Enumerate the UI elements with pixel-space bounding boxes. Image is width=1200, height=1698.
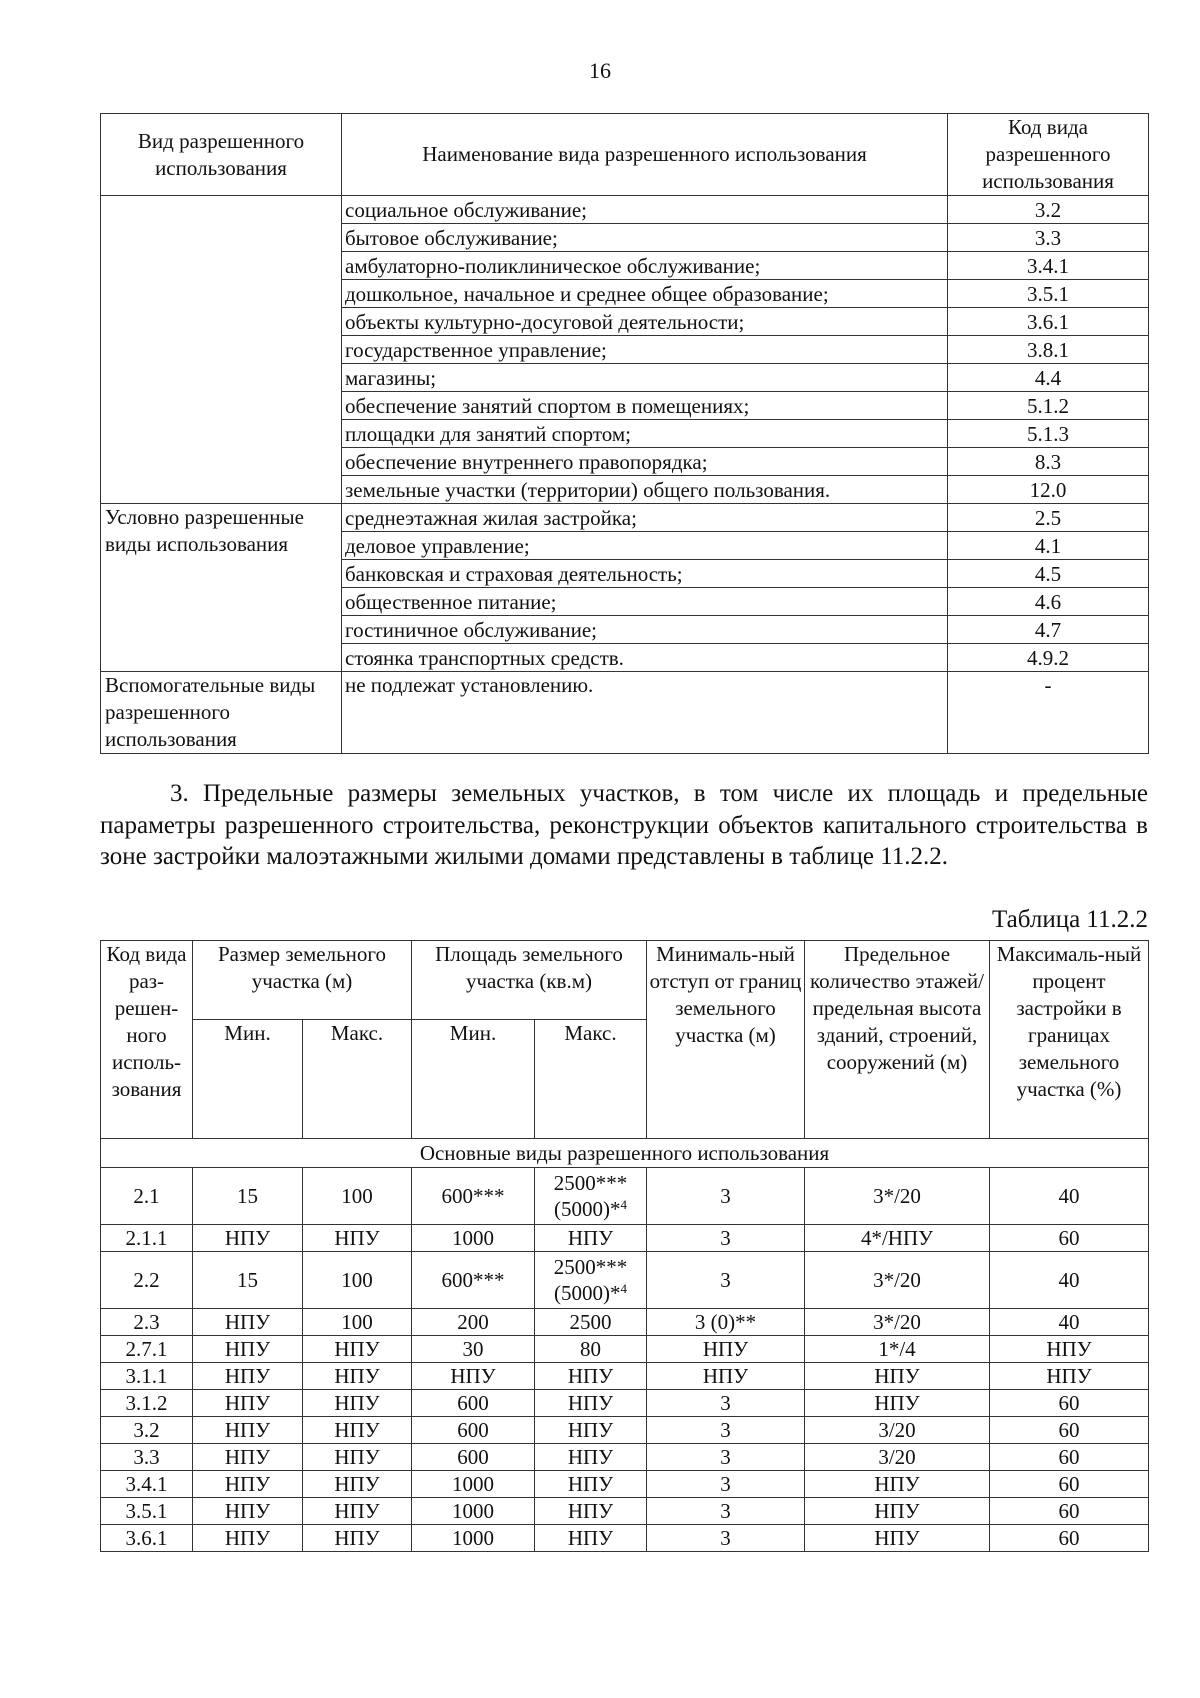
header-setback: Минималь-ный отступ от границ земельного участка (м) [647, 941, 805, 1139]
cell-floors: НПУ [805, 1525, 990, 1552]
use-code-cell: - [948, 672, 1149, 754]
paragraph-3: 3. Предельные размеры земельных участков, в том числе их площадь и предельные параметры разрешенного строительства, реконструкции объектов капитального строительства в зоне застройки малоэтажными жилыми домами представлены в таблице 11.2.2. [100, 780, 1148, 870]
group-cell-auxiliary: Вспомогательные виды разрешенного использования [101, 672, 342, 754]
cell-coverage: 40 [990, 1168, 1149, 1225]
use-name-cell: банковская и страховая деятельность; [342, 560, 948, 588]
use-name-cell: обеспечение занятий спортом в помещениях; [342, 392, 948, 420]
header-area-min: Мин. [412, 1020, 535, 1139]
header-coverage: Максималь-ный процент застройки в границах земельного участка (%) [990, 941, 1149, 1139]
cell-size-min: НПУ [193, 1336, 303, 1363]
footnote-marker: 4 [620, 1197, 627, 1212]
use-name-cell: бытовое обслуживание; [342, 224, 948, 252]
cell-area-max [535, 1390, 647, 1417]
cell-setback: 3 [647, 1444, 805, 1471]
area-max-line: 2500*** [553, 1255, 628, 1279]
use-code-cell: 4.6 [948, 588, 1149, 616]
cell-coverage: 60 [990, 1525, 1149, 1552]
use-code-cell: 3.2 [948, 196, 1149, 224]
cell-area-min: 600 [412, 1444, 535, 1471]
use-code-cell: 12.0 [948, 476, 1149, 504]
area-max-line: НПУ [567, 1226, 614, 1250]
use-code-cell: 4.1 [948, 532, 1149, 560]
area-max-line: 2500 [569, 1310, 612, 1334]
cell-coverage: 60 [990, 1498, 1149, 1525]
table-row [101, 1309, 1149, 1336]
cell-setback: 3 [647, 1168, 805, 1225]
cell-floors: 3/20 [805, 1444, 990, 1471]
use-name-cell: объекты культурно-досуговой деятельности; [342, 308, 948, 336]
cell-floors: НПУ [805, 1363, 990, 1390]
cell-area-max [535, 1471, 647, 1498]
cell-area-min: 600 [412, 1417, 535, 1444]
section-row [101, 1139, 1149, 1168]
table-row [101, 1444, 1149, 1471]
cell-size-min: НПУ [193, 1309, 303, 1336]
cell-area-max [535, 1363, 647, 1390]
header-size: Размер земельного участка (м) [193, 941, 412, 1020]
cell-size-max: НПУ [303, 1417, 412, 1444]
cell-area-min: 600*** [412, 1168, 535, 1225]
cell-setback: 3 [647, 1390, 805, 1417]
use-name-cell: деловое управление; [342, 532, 948, 560]
cell-size-min: НПУ [193, 1498, 303, 1525]
table-row [101, 1336, 1149, 1363]
header-area: Площадь земельного участка (кв.м) [412, 941, 647, 1020]
use-code-cell: 5.1.2 [948, 392, 1149, 420]
cell-setback: 3 [647, 1525, 805, 1552]
cell-area-max [535, 1225, 647, 1252]
cell-size-min: 15 [193, 1252, 303, 1309]
group-cell-conditional: Условно разрешенные виды использования [101, 504, 342, 672]
cell-size-min: НПУ [193, 1390, 303, 1417]
use-code-cell: 3.4.1 [948, 252, 1149, 280]
header-use-code: Код вида разрешенного использования [948, 114, 1149, 196]
use-name-cell: среднеэтажная жилая застройка; [342, 504, 948, 532]
cell-size-min: НПУ [193, 1444, 303, 1471]
use-name-cell: гостиничное обслуживание; [342, 616, 948, 644]
cell-area-max [535, 1309, 647, 1336]
cell-area-max [535, 1498, 647, 1525]
area-max-line: НПУ [567, 1391, 614, 1415]
area-max-line: НПУ [567, 1499, 614, 1523]
area-max-line-alt [535, 1280, 646, 1306]
table-row [101, 1168, 1149, 1225]
table-header-row [101, 941, 1149, 1020]
cell-size-max: НПУ [303, 1498, 412, 1525]
cell-area-max [535, 1444, 647, 1471]
use-name-cell: земельные участки (территории) общего пользования. [342, 476, 948, 504]
cell-area-max [535, 1525, 647, 1552]
cell-coverage: НПУ [990, 1336, 1149, 1363]
use-name-cell: общественное питание; [342, 588, 948, 616]
cell-code: 2.3 [101, 1309, 193, 1336]
header-area-max: Макс. [535, 1020, 647, 1139]
cell-size-min: НПУ [193, 1225, 303, 1252]
table-row [101, 672, 1149, 754]
cell-size-min: НПУ [193, 1363, 303, 1390]
header-use-type: Вид разрешенного использования [101, 114, 342, 196]
use-code-cell: 3.3 [948, 224, 1149, 252]
use-name-cell: не подлежат установлению. [342, 672, 948, 754]
table-row [101, 1252, 1149, 1309]
cell-setback: 3 [647, 1417, 805, 1444]
header-size-max: Макс. [303, 1020, 412, 1139]
use-code-cell: 4.7 [948, 616, 1149, 644]
cell-code: 3.6.1 [101, 1525, 193, 1552]
area-max-line: НПУ [567, 1472, 614, 1496]
use-code-cell: 5.1.3 [948, 420, 1149, 448]
cell-floors: 3*/20 [805, 1168, 990, 1225]
cell-size-min: НПУ [193, 1525, 303, 1552]
header-code: Код вида раз-решен-ного исполь-зования [101, 941, 193, 1139]
cell-coverage: 60 [990, 1417, 1149, 1444]
cell-setback: 3 [647, 1498, 805, 1525]
cell-size-min: НПУ [193, 1471, 303, 1498]
cell-setback: 3 [647, 1471, 805, 1498]
cell-size-max: НПУ [303, 1363, 412, 1390]
cell-area-min: 1000 [412, 1225, 535, 1252]
cell-floors: 3*/20 [805, 1252, 990, 1309]
use-name-cell: стоянка транспортных средств. [342, 644, 948, 672]
cell-area-min: 1000 [412, 1525, 535, 1552]
footnote-marker: 4 [620, 1281, 627, 1296]
table-row [101, 1390, 1149, 1417]
cell-floors: 4*/НПУ [805, 1225, 990, 1252]
cell-setback: 3 [647, 1252, 805, 1309]
cell-area-min: 1000 [412, 1498, 535, 1525]
use-code-cell: 3.6.1 [948, 308, 1149, 336]
cell-size-max: НПУ [303, 1336, 412, 1363]
cell-code: 3.4.1 [101, 1471, 193, 1498]
area-max-alt-value: (5000)* [554, 1281, 621, 1305]
cell-coverage: 60 [990, 1390, 1149, 1417]
use-code-cell: 4.9.2 [948, 644, 1149, 672]
use-name-cell: государственное управление; [342, 336, 948, 364]
cell-size-max: НПУ [303, 1525, 412, 1552]
cell-area-min: 30 [412, 1336, 535, 1363]
cell-code: 2.1 [101, 1168, 193, 1225]
cell-size-max: НПУ [303, 1390, 412, 1417]
cell-setback: НПУ [647, 1363, 805, 1390]
area-max-line: 80 [580, 1337, 601, 1361]
cell-floors: 3/20 [805, 1417, 990, 1444]
use-name-cell: обеспечение внутреннего правопорядка; [342, 448, 948, 476]
use-code-cell: 4.4 [948, 364, 1149, 392]
cell-coverage: 60 [990, 1225, 1149, 1252]
cell-coverage: 40 [990, 1252, 1149, 1309]
use-code-cell: 3.8.1 [948, 336, 1149, 364]
cell-area-min: НПУ [412, 1363, 535, 1390]
cell-size-max: НПУ [303, 1444, 412, 1471]
cell-code: 2.7.1 [101, 1336, 193, 1363]
table-row [101, 1471, 1149, 1498]
use-name-cell: амбулаторно-поликлиническое обслуживание; [342, 252, 948, 280]
cell-size-max: 100 [303, 1168, 412, 1225]
cell-floors: НПУ [805, 1498, 990, 1525]
cell-floors: 3*/20 [805, 1309, 990, 1336]
cell-code: 3.2 [101, 1417, 193, 1444]
use-name-cell: дошкольное, начальное и среднее общее образование; [342, 280, 948, 308]
cell-code: 3.5.1 [101, 1498, 193, 1525]
area-max-line: НПУ [567, 1445, 614, 1469]
cell-floors: НПУ [805, 1471, 990, 1498]
table-row [101, 196, 1149, 224]
cell-area-min: 600*** [412, 1252, 535, 1309]
group-cell-basic [101, 196, 342, 504]
cell-size-max: 100 [303, 1252, 412, 1309]
cell-coverage: 60 [990, 1471, 1149, 1498]
header-floors: Предельное количество этажей/ предельная высота зданий, строений, сооружений (м) [805, 941, 990, 1139]
cell-area-max [535, 1417, 647, 1444]
area-max-line: НПУ [567, 1364, 614, 1388]
area-max-line: НПУ [567, 1526, 614, 1550]
area-max-alt-value: (5000)* [554, 1197, 621, 1221]
use-name-cell: социальное обслуживание; [342, 196, 948, 224]
section-label: Основные виды разрешенного использования [101, 1139, 1149, 1168]
header-size-min: Мин. [193, 1020, 303, 1139]
parameters-table [100, 940, 1149, 1552]
cell-code: 3.1.2 [101, 1390, 193, 1417]
cell-setback: НПУ [647, 1336, 805, 1363]
permitted-use-table [100, 113, 1149, 754]
cell-size-max: НПУ [303, 1225, 412, 1252]
table-caption: Таблица 11.2.2 [992, 906, 1148, 933]
cell-setback: 3 (0)** [647, 1309, 805, 1336]
use-code-cell: 8.3 [948, 448, 1149, 476]
cell-coverage: НПУ [990, 1363, 1149, 1390]
cell-code: 3.1.1 [101, 1363, 193, 1390]
table-row [101, 504, 1149, 532]
header-use-name: Наименование вида разрешенного использования [342, 114, 948, 196]
cell-area-max [535, 1336, 647, 1363]
page-number: 16 [589, 58, 611, 83]
use-code-cell: 2.5 [948, 504, 1149, 532]
area-max-line: 2500*** [553, 1171, 628, 1195]
cell-size-min: НПУ [193, 1417, 303, 1444]
table-row [101, 1225, 1149, 1252]
cell-floors: 1*/4 [805, 1336, 990, 1363]
cell-code: 2.2 [101, 1252, 193, 1309]
area-max-line: НПУ [567, 1418, 614, 1442]
cell-coverage: 40 [990, 1309, 1149, 1336]
table-row [101, 1525, 1149, 1552]
use-code-cell: 3.5.1 [948, 280, 1149, 308]
cell-coverage: 60 [990, 1444, 1149, 1471]
table-row [101, 1417, 1149, 1444]
cell-area-max [535, 1168, 647, 1225]
table-header-row [101, 114, 1149, 196]
area-max-line-alt [535, 1196, 646, 1222]
cell-size-min: 15 [193, 1168, 303, 1225]
cell-area-min: 200 [412, 1309, 535, 1336]
use-name-cell: магазины; [342, 364, 948, 392]
table-row [101, 1363, 1149, 1390]
cell-size-max: 100 [303, 1309, 412, 1336]
cell-area-max [535, 1252, 647, 1309]
cell-area-min: 600 [412, 1390, 535, 1417]
use-code-cell: 4.5 [948, 560, 1149, 588]
cell-code: 2.1.1 [101, 1225, 193, 1252]
table-row [101, 1498, 1149, 1525]
cell-area-min: 1000 [412, 1471, 535, 1498]
cell-setback: 3 [647, 1225, 805, 1252]
cell-size-max: НПУ [303, 1471, 412, 1498]
cell-code: 3.3 [101, 1444, 193, 1471]
use-name-cell: площадки для занятий спортом; [342, 420, 948, 448]
cell-floors: НПУ [805, 1390, 990, 1417]
